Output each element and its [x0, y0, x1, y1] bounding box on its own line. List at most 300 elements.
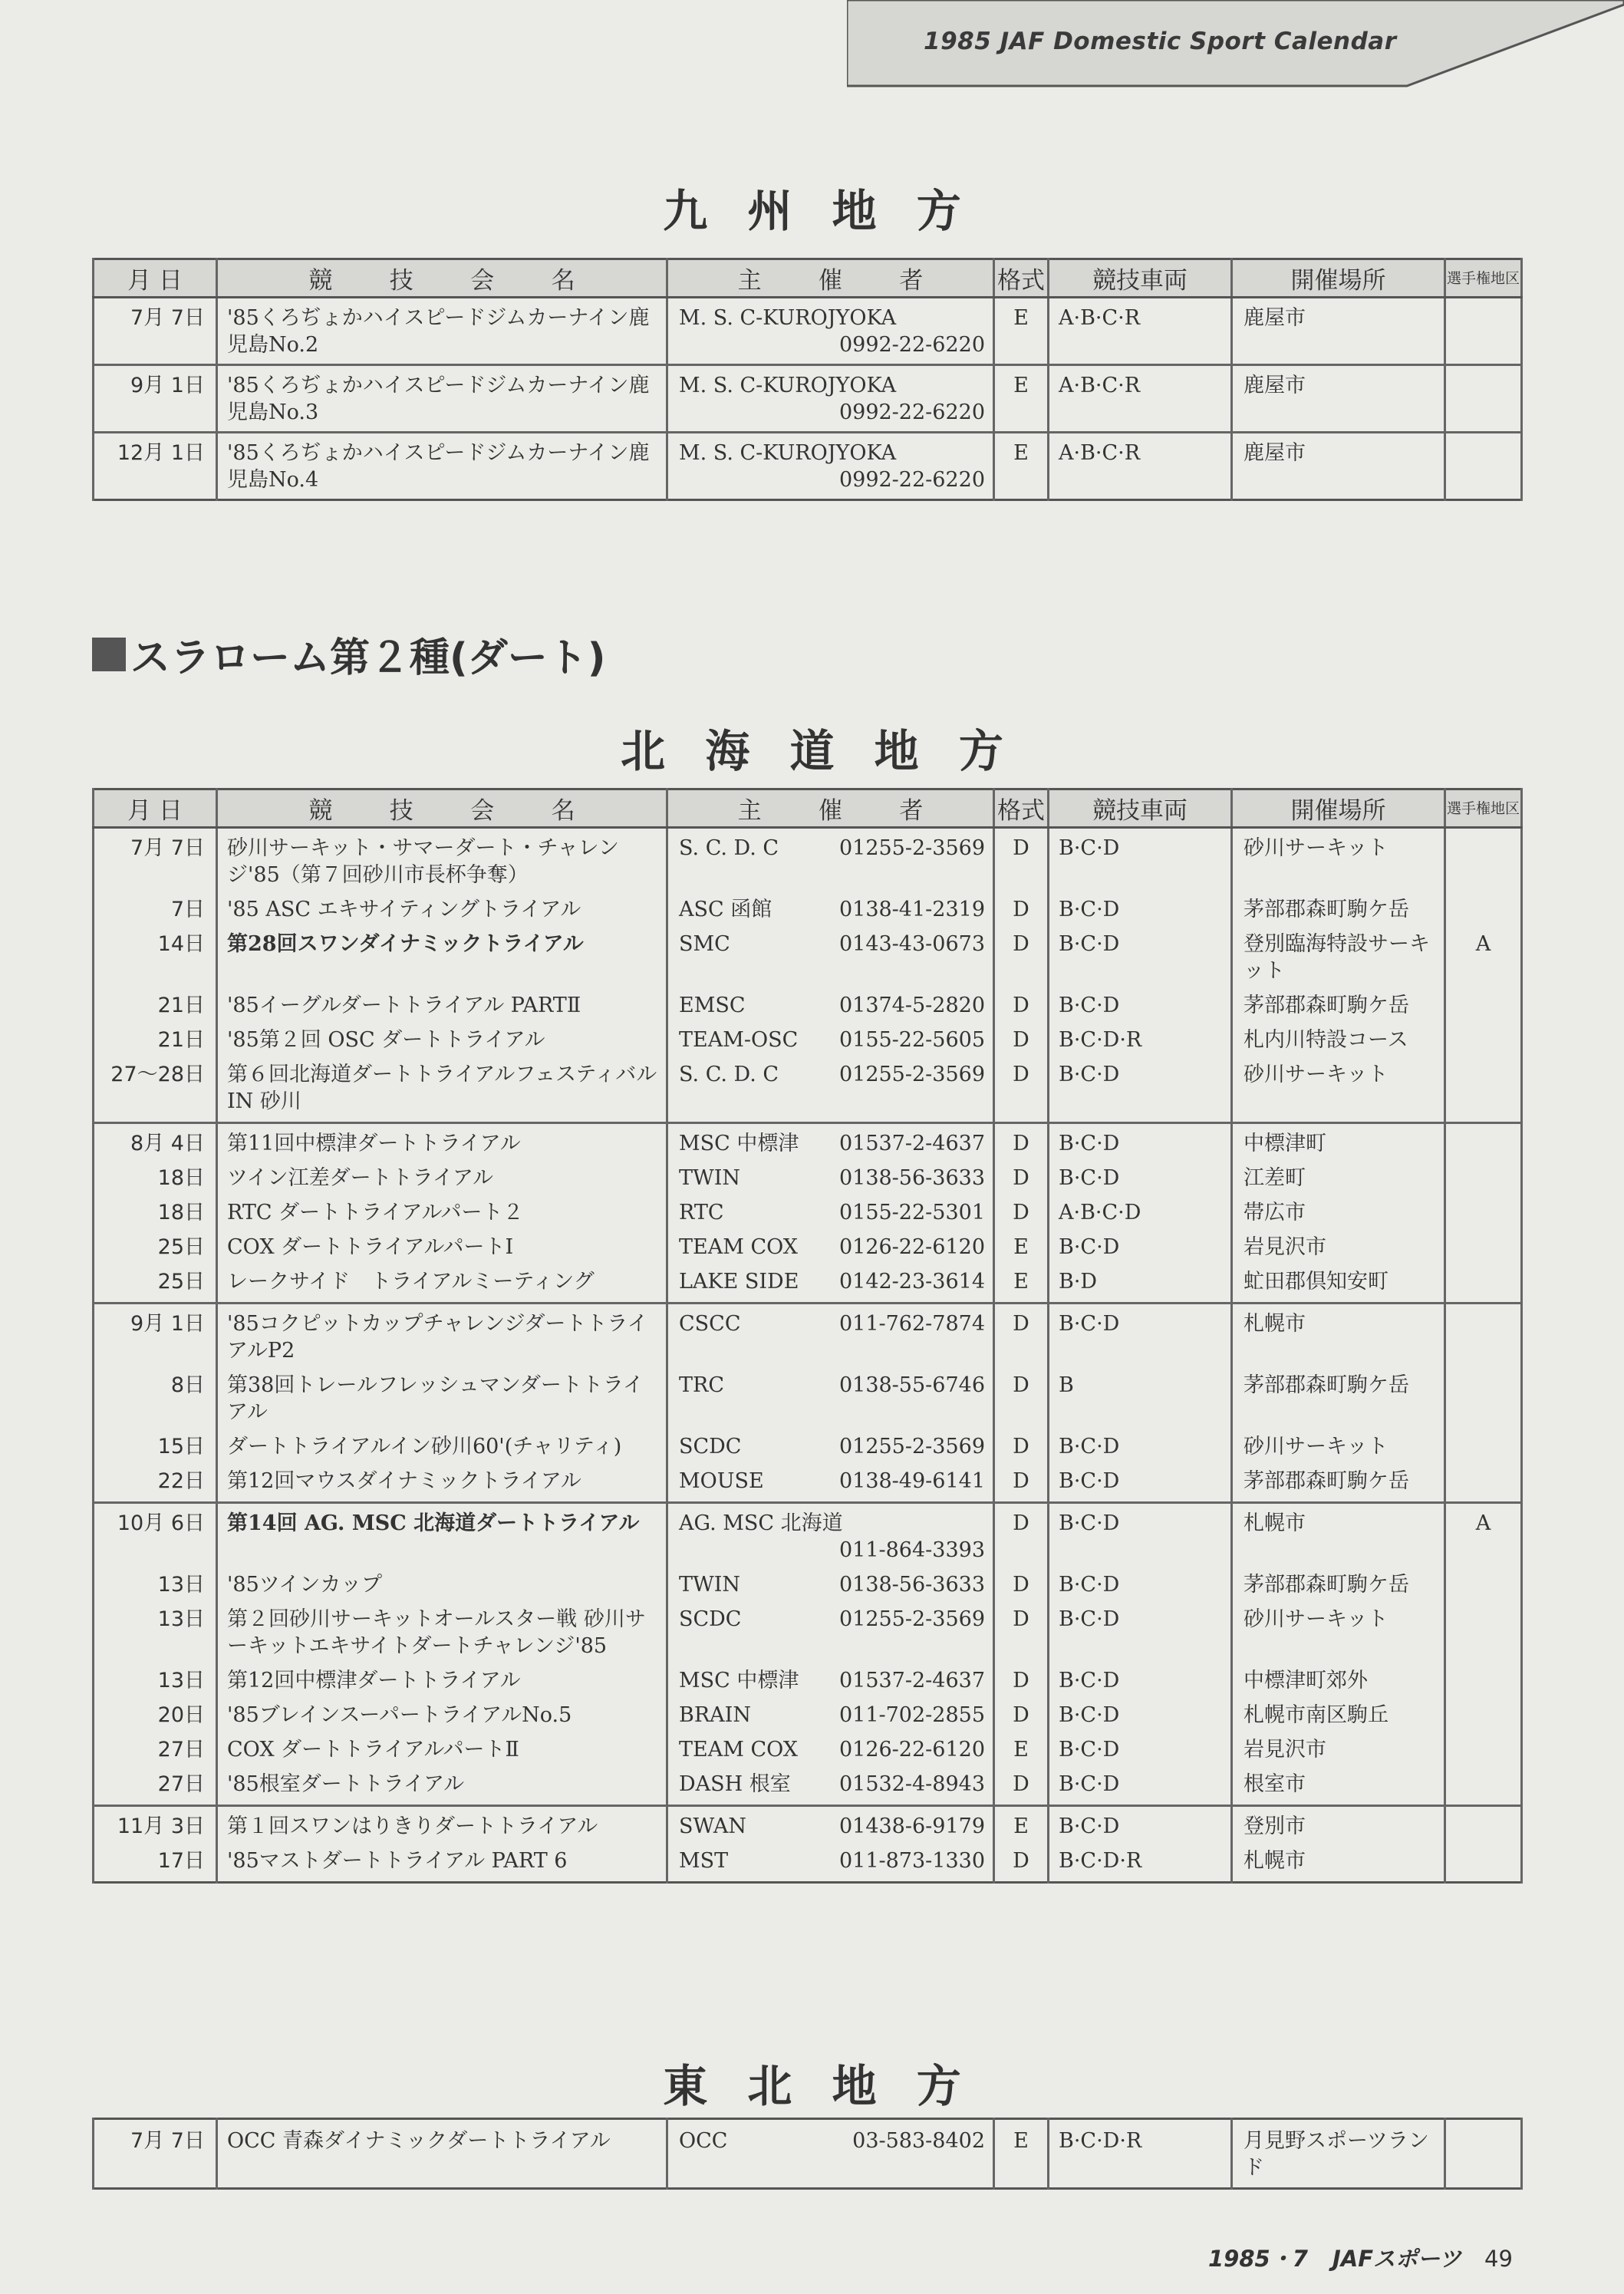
cell-organizer — [667, 1304, 994, 1368]
cell-selection — [1445, 1123, 1522, 1161]
organizer-name: ASC 函館 — [679, 898, 772, 921]
cell-vehicles: B·C·D·R — [1049, 2119, 1232, 2189]
cell-vehicles: B·C·D — [1049, 1732, 1232, 1766]
cell-format: D — [994, 926, 1049, 987]
cell-organizer — [667, 1264, 994, 1304]
cell-event: '85ツインカップ — [217, 1567, 667, 1601]
section-heading-text: スラローム第２種(ダート) — [130, 635, 606, 681]
kyushu-table — [92, 258, 1523, 501]
cell-date: 20日 — [94, 1697, 217, 1732]
cell-selection — [1445, 1732, 1522, 1766]
cell-selection — [1445, 1367, 1522, 1429]
organizer-name: SMC — [679, 932, 730, 956]
cell-event: 第28回スワンダイナミックトライアル — [217, 926, 667, 987]
footer-magazine: JAFスポーツ — [1332, 2246, 1461, 2272]
organizer-tel: 01374-5-2820 — [838, 994, 985, 1017]
cell-event: 第２回砂川サーキットオールスター戦 砂川サーキットエキサイトダートチャレンジ'85 — [217, 1601, 667, 1663]
table-row — [94, 1663, 1522, 1697]
cell-venue: 岩見沢市 — [1232, 1732, 1445, 1766]
table-row — [94, 926, 1522, 987]
cell-selection — [1445, 1160, 1522, 1195]
cell-venue: 砂川サーキット — [1232, 1601, 1445, 1663]
cell-selection — [1445, 1697, 1522, 1732]
cell-selection — [1445, 1463, 1522, 1503]
cell-organizer — [667, 1123, 994, 1161]
cell-format: D — [994, 828, 1049, 892]
organizer-tel: 0126-22-6120 — [838, 1738, 985, 1762]
cell-date: 14日 — [94, 926, 217, 987]
cell-format: E — [994, 1732, 1049, 1766]
organizer-name: SCDC — [679, 1607, 742, 1631]
col-organizer: 主催者 — [667, 789, 994, 828]
cell-format: D — [994, 1843, 1049, 1883]
col-event: 競技会名 — [217, 789, 667, 828]
col-vehicles: 競技車両 — [1049, 789, 1232, 828]
cell-vehicles: B·C·D — [1049, 1601, 1232, 1663]
col-vehicles: 競技車両 — [1049, 259, 1232, 298]
cell-organizer — [667, 828, 994, 892]
col-organizer: 主催者 — [667, 259, 994, 298]
organizer-tel: 0126-22-6120 — [838, 1235, 985, 1259]
organizer-name: TRC — [679, 1373, 724, 1397]
cell-organizer — [667, 1732, 994, 1766]
organizer-name: SCDC — [679, 1435, 742, 1458]
cell-event: レークサイド トライアルミーティング — [217, 1264, 667, 1304]
organizer-tel: 0142-23-3614 — [838, 1270, 985, 1294]
organizer-tel: 011-702-2855 — [838, 1703, 985, 1727]
cell-event: '85くろぢょかハイスピードジムカーナイン鹿児島No.3 — [217, 365, 667, 433]
cell-venue: 茅部郡森町駒ケ岳 — [1232, 1463, 1445, 1503]
organizer-tel: 0992-22-6220 — [838, 468, 985, 492]
table-row — [94, 2119, 1522, 2189]
cell-venue: 茅部郡森町駒ケ岳 — [1232, 987, 1445, 1022]
cell-date: 11月 3日 — [94, 1806, 217, 1844]
cell-vehicles: B·C·D·R — [1049, 1843, 1232, 1883]
organizer-tel: 01255-2-3569 — [838, 1607, 985, 1631]
cell-organizer — [667, 1160, 994, 1195]
cell-venue: 月見野スポーツランド — [1232, 2119, 1445, 2189]
cell-event: COX ダートトライアルパートⅠ — [217, 1229, 667, 1264]
table-row — [94, 1304, 1522, 1368]
organizer-tel: 01537-2-4637 — [838, 1669, 985, 1692]
cell-format: D — [994, 1123, 1049, 1161]
organizer-tel: 0143-43-0673 — [838, 932, 985, 956]
organizer-tel: 0138-49-6141 — [838, 1469, 985, 1493]
col-date: 月 日 — [94, 789, 217, 828]
cell-organizer — [667, 2119, 994, 2189]
cell-format: E — [994, 365, 1049, 433]
cell-selection: A — [1445, 926, 1522, 987]
cell-date: 13日 — [94, 1567, 217, 1601]
cell-event: RTC ダートトライアルパート２ — [217, 1195, 667, 1229]
table-row — [94, 892, 1522, 926]
cell-vehicles: B·C·D — [1049, 1160, 1232, 1195]
cell-event: '85根室ダートトライアル — [217, 1766, 667, 1806]
cell-vehicles: B·C·D — [1049, 892, 1232, 926]
cell-selection — [1445, 1663, 1522, 1697]
organizer-tel: 0138-56-3633 — [838, 1166, 985, 1190]
organizer-tel: 011-864-3393 — [838, 1538, 985, 1562]
cell-venue: 中標津町郊外 — [1232, 1663, 1445, 1697]
table-header-row — [94, 259, 1522, 298]
footer — [1208, 2242, 1513, 2273]
cell-format: D — [994, 1304, 1049, 1368]
cell-format: D — [994, 1503, 1049, 1567]
cell-selection — [1445, 433, 1522, 500]
region-title-tohoku: 東北地方 — [663, 2060, 1001, 2112]
cell-event: '85 ASC エキサイティングトライアル — [217, 892, 667, 926]
cell-venue: 鹿屋市 — [1232, 298, 1445, 365]
cell-date: 18日 — [94, 1160, 217, 1195]
cell-selection — [1445, 1567, 1522, 1601]
cell-format: D — [994, 1056, 1049, 1123]
table-row — [94, 1697, 1522, 1732]
table-row — [94, 1264, 1522, 1304]
cell-date: 12月 1日 — [94, 433, 217, 500]
page-number: 49 — [1484, 2246, 1513, 2272]
col-selection: 選手権地区 — [1445, 789, 1522, 828]
table-header-row — [94, 789, 1522, 828]
table-row — [94, 1123, 1522, 1161]
table-row — [94, 987, 1522, 1022]
cell-event: 第６回北海道ダートトライアルフェスティバル IN 砂川 — [217, 1056, 667, 1123]
header-title: 1985 JAF Domestic Sport Calendar — [924, 28, 1397, 55]
table-row — [94, 1766, 1522, 1806]
cell-format: D — [994, 1463, 1049, 1503]
table-row — [94, 1429, 1522, 1463]
cell-organizer — [667, 1806, 994, 1844]
tohoku-table — [92, 2118, 1523, 2190]
cell-organizer — [667, 1503, 994, 1567]
square-icon — [92, 638, 126, 671]
cell-vehicles: B·C·D — [1049, 1567, 1232, 1601]
cell-selection — [1445, 1429, 1522, 1463]
table-row — [94, 1503, 1522, 1567]
table-row — [94, 828, 1522, 892]
cell-date: 8月 4日 — [94, 1123, 217, 1161]
footer-issue: 1985・7 — [1208, 2246, 1308, 2272]
cell-organizer — [667, 1601, 994, 1663]
cell-organizer — [667, 1367, 994, 1429]
organizer-tel: 0155-22-5301 — [838, 1201, 985, 1224]
cell-selection: A — [1445, 1503, 1522, 1567]
col-event: 競技会名 — [217, 259, 667, 298]
cell-organizer — [667, 1697, 994, 1732]
organizer-name: RTC — [679, 1201, 724, 1224]
cell-vehicles: B·C·D — [1049, 828, 1232, 892]
cell-vehicles: B·D — [1049, 1264, 1232, 1304]
section-heading — [92, 625, 606, 683]
col-venue: 開催場所 — [1232, 789, 1445, 828]
cell-selection — [1445, 1022, 1522, 1056]
cell-selection — [1445, 1195, 1522, 1229]
organizer-name: MSC 中標津 — [679, 1132, 799, 1155]
header-tab — [847, 0, 1624, 87]
cell-selection — [1445, 1304, 1522, 1368]
organizer-name: M. S. C-KUROJYOKA — [679, 374, 897, 397]
table-row — [94, 1160, 1522, 1195]
cell-format: D — [994, 1022, 1049, 1056]
cell-date: 15日 — [94, 1429, 217, 1463]
col-date: 月 日 — [94, 259, 217, 298]
cell-format: E — [994, 433, 1049, 500]
cell-vehicles: B·C·D — [1049, 1056, 1232, 1123]
cell-selection — [1445, 1806, 1522, 1844]
cell-format: E — [994, 2119, 1049, 2189]
cell-organizer — [667, 1567, 994, 1601]
cell-format: D — [994, 892, 1049, 926]
cell-date: 13日 — [94, 1601, 217, 1663]
cell-format: E — [994, 298, 1049, 365]
cell-date: 27日 — [94, 1766, 217, 1806]
cell-date: 27〜28日 — [94, 1056, 217, 1123]
organizer-tel: 01255-2-3569 — [838, 1063, 985, 1086]
organizer-tel: 011-873-1330 — [838, 1849, 985, 1873]
cell-format: D — [994, 1195, 1049, 1229]
cell-date: 9月 1日 — [94, 365, 217, 433]
cell-event: '85マストダートトライアル PART 6 — [217, 1843, 667, 1883]
cell-venue: 砂川サーキット — [1232, 1429, 1445, 1463]
organizer-name: MSC 中標津 — [679, 1669, 799, 1692]
organizer-name: OCC — [679, 2129, 728, 2153]
cell-format: E — [994, 1264, 1049, 1304]
cell-event: 第14回 AG. MSC 北海道ダートトライアル — [217, 1503, 667, 1567]
cell-format: D — [994, 1601, 1049, 1663]
organizer-name: MOUSE — [679, 1469, 764, 1493]
cell-event: ツイン江差ダートトライアル — [217, 1160, 667, 1195]
cell-venue: 江差町 — [1232, 1160, 1445, 1195]
organizer-name: TEAM COX — [679, 1738, 798, 1762]
table-row — [94, 433, 1522, 500]
cell-selection — [1445, 1056, 1522, 1123]
organizer-name: DASH 根室 — [679, 1772, 791, 1796]
cell-format: D — [994, 1429, 1049, 1463]
cell-vehicles: B·C·D·R — [1049, 1022, 1232, 1056]
organizer-tel: 0138-56-3633 — [838, 1573, 985, 1597]
cell-event: '85第２回 OSC ダートトライアル — [217, 1022, 667, 1056]
cell-event: OCC 青森ダイナミックダートトライアル — [217, 2119, 667, 2189]
cell-event: ダートトライアルイン砂川60'(チャリティ) — [217, 1429, 667, 1463]
cell-venue: 根室市 — [1232, 1766, 1445, 1806]
organizer-tel: 01537-2-4637 — [838, 1132, 985, 1155]
cell-event: 第１回スワンはりきりダートトライアル — [217, 1806, 667, 1844]
cell-format: D — [994, 1766, 1049, 1806]
organizer-tel: 0138-55-6746 — [838, 1373, 985, 1397]
cell-venue: 鹿屋市 — [1232, 433, 1445, 500]
cell-organizer — [667, 1229, 994, 1264]
organizer-name: LAKE SIDE — [679, 1270, 799, 1294]
cell-venue: 茅部郡森町駒ケ岳 — [1232, 1367, 1445, 1429]
cell-format: D — [994, 1567, 1049, 1601]
table-row — [94, 1601, 1522, 1663]
cell-event: '85くろぢょかハイスピードジムカーナイン鹿児島No.4 — [217, 433, 667, 500]
cell-venue: 登別市 — [1232, 1806, 1445, 1844]
cell-venue: 登別臨海特設サーキット — [1232, 926, 1445, 987]
cell-date: 22日 — [94, 1463, 217, 1503]
cell-format: D — [994, 987, 1049, 1022]
hokkaido-table — [92, 788, 1523, 1884]
cell-event: 第38回トレールフレッシュマンダートトライアル — [217, 1367, 667, 1429]
cell-organizer — [667, 298, 994, 365]
cell-vehicles: A·B·C·R — [1049, 433, 1232, 500]
cell-organizer — [667, 892, 994, 926]
cell-event: 第12回マウスダイナミックトライアル — [217, 1463, 667, 1503]
cell-format: D — [994, 1160, 1049, 1195]
cell-event: '85イーグルダートトライアル PARTⅡ — [217, 987, 667, 1022]
cell-organizer — [667, 926, 994, 987]
cell-selection — [1445, 365, 1522, 433]
cell-selection — [1445, 1843, 1522, 1883]
cell-date: 13日 — [94, 1663, 217, 1697]
cell-vehicles: B·C·D — [1049, 1229, 1232, 1264]
cell-vehicles: B·C·D — [1049, 1429, 1232, 1463]
cell-venue: 岩見沢市 — [1232, 1229, 1445, 1264]
cell-venue: 札幌市 — [1232, 1304, 1445, 1368]
cell-organizer — [667, 1022, 994, 1056]
table-row — [94, 1022, 1522, 1056]
cell-vehicles: B·C·D — [1049, 1304, 1232, 1368]
cell-format: D — [994, 1367, 1049, 1429]
cell-event: '85コクピットカップチャレンジダートトライアルP2 — [217, 1304, 667, 1368]
organizer-tel: 0992-22-6220 — [838, 400, 985, 424]
table-row — [94, 1229, 1522, 1264]
cell-date: 8日 — [94, 1367, 217, 1429]
cell-event: COX ダートトライアルパートⅡ — [217, 1732, 667, 1766]
cell-date: 7月 7日 — [94, 2119, 217, 2189]
cell-vehicles: B·C·D — [1049, 1123, 1232, 1161]
organizer-name: SWAN — [679, 1814, 747, 1838]
cell-vehicles: B·C·D — [1049, 1463, 1232, 1503]
cell-vehicles: B·C·D — [1049, 1766, 1232, 1806]
cell-venue: 札幌市 — [1232, 1843, 1445, 1883]
cell-vehicles: B·C·D — [1049, 926, 1232, 987]
table-row — [94, 298, 1522, 365]
table-row — [94, 1732, 1522, 1766]
cell-vehicles: B·C·D — [1049, 1806, 1232, 1844]
cell-venue: 中標津町 — [1232, 1123, 1445, 1161]
organizer-tel: 01255-2-3569 — [838, 836, 985, 860]
col-format: 格式 — [994, 789, 1049, 828]
table-row — [94, 1463, 1522, 1503]
cell-organizer — [667, 433, 994, 500]
organizer-tel: 0138-41-2319 — [838, 898, 985, 921]
cell-vehicles: B — [1049, 1367, 1232, 1429]
table-row — [94, 1056, 1522, 1123]
cell-vehicles: A·B·C·D — [1049, 1195, 1232, 1229]
cell-date: 17日 — [94, 1843, 217, 1883]
cell-selection — [1445, 1601, 1522, 1663]
organizer-name: EMSC — [679, 994, 746, 1017]
cell-venue: 札内川特設コース — [1232, 1022, 1445, 1056]
region-title-hokkaido: 北海道地方 — [621, 725, 1044, 777]
col-format: 格式 — [994, 259, 1049, 298]
cell-format: E — [994, 1806, 1049, 1844]
organizer-name: TEAM COX — [679, 1235, 798, 1259]
cell-event: '85くろぢょかハイスピードジムカーナイン鹿児島No.2 — [217, 298, 667, 365]
cell-selection — [1445, 828, 1522, 892]
cell-selection — [1445, 987, 1522, 1022]
table-row — [94, 1806, 1522, 1844]
cell-date: 25日 — [94, 1264, 217, 1304]
cell-date: 27日 — [94, 1732, 217, 1766]
table-row — [94, 1195, 1522, 1229]
organizer-name: TWIN — [679, 1573, 741, 1597]
organizer-name: MST — [679, 1849, 729, 1873]
cell-vehicles: A·B·C·R — [1049, 365, 1232, 433]
cell-venue: 帯広市 — [1232, 1195, 1445, 1229]
organizer-name: M. S. C-KUROJYOKA — [679, 306, 897, 330]
cell-vehicles: B·C·D — [1049, 1663, 1232, 1697]
cell-selection — [1445, 1264, 1522, 1304]
cell-venue: 茅部郡森町駒ケ岳 — [1232, 1567, 1445, 1601]
cell-format: D — [994, 1663, 1049, 1697]
organizer-name: TWIN — [679, 1166, 741, 1190]
cell-vehicles: A·B·C·R — [1049, 298, 1232, 365]
cell-organizer — [667, 1195, 994, 1229]
cell-event: '85ブレインスーパートライアルNo.5 — [217, 1697, 667, 1732]
cell-organizer — [667, 1663, 994, 1697]
col-venue: 開催場所 — [1232, 259, 1445, 298]
cell-date: 7月 7日 — [94, 298, 217, 365]
organizer-tel: 03-583-8402 — [852, 2129, 985, 2153]
organizer-name: S. C. D. C — [679, 836, 779, 860]
organizer-name: BRAIN — [679, 1703, 751, 1727]
cell-date: 21日 — [94, 1022, 217, 1056]
cell-date: 21日 — [94, 987, 217, 1022]
cell-format: E — [994, 1229, 1049, 1264]
organizer-name: TEAM-OSC — [679, 1028, 799, 1052]
cell-event: 第12回中標津ダートトライアル — [217, 1663, 667, 1697]
cell-organizer — [667, 365, 994, 433]
cell-vehicles: B·C·D — [1049, 987, 1232, 1022]
cell-organizer — [667, 987, 994, 1022]
cell-organizer — [667, 1463, 994, 1503]
cell-venue: 茅部郡森町駒ケ岳 — [1232, 892, 1445, 926]
cell-venue: 砂川サーキット — [1232, 828, 1445, 892]
cell-venue: 砂川サーキット — [1232, 1056, 1445, 1123]
cell-organizer — [667, 1843, 994, 1883]
cell-date: 18日 — [94, 1195, 217, 1229]
organizer-tel: 0992-22-6220 — [838, 333, 985, 357]
cell-organizer — [667, 1056, 994, 1123]
organizer-tel: 01532-4-8943 — [838, 1772, 985, 1796]
region-title-kyushu: 九州地方 — [663, 185, 1001, 237]
cell-date: 9月 1日 — [94, 1304, 217, 1368]
cell-date: 25日 — [94, 1229, 217, 1264]
cell-date: 7日 — [94, 892, 217, 926]
cell-venue: 札幌市 — [1232, 1503, 1445, 1567]
organizer-tel: 0155-22-5605 — [838, 1028, 985, 1052]
organizer-name: S. C. D. C — [679, 1063, 779, 1086]
cell-event: 砂川サーキット・サマーダート・チャレンジ'85（第７回砂川市長杯争奪） — [217, 828, 667, 892]
table-row — [94, 1843, 1522, 1883]
cell-organizer — [667, 1429, 994, 1463]
cell-date: 10月 6日 — [94, 1503, 217, 1567]
organizer-tel: 011-762-7874 — [838, 1312, 985, 1336]
cell-selection — [1445, 1229, 1522, 1264]
cell-venue: 鹿屋市 — [1232, 365, 1445, 433]
col-selection: 選手権地区 — [1445, 259, 1522, 298]
cell-vehicles: B·C·D — [1049, 1697, 1232, 1732]
table-row — [94, 1567, 1522, 1601]
cell-vehicles: B·C·D — [1049, 1503, 1232, 1567]
cell-format: D — [994, 1697, 1049, 1732]
cell-event: 第11回中標津ダートトライアル — [217, 1123, 667, 1161]
cell-venue: 虻田郡倶知安町 — [1232, 1264, 1445, 1304]
cell-organizer — [667, 1766, 994, 1806]
organizer-tel: 01255-2-3569 — [838, 1435, 985, 1458]
cell-selection — [1445, 1766, 1522, 1806]
